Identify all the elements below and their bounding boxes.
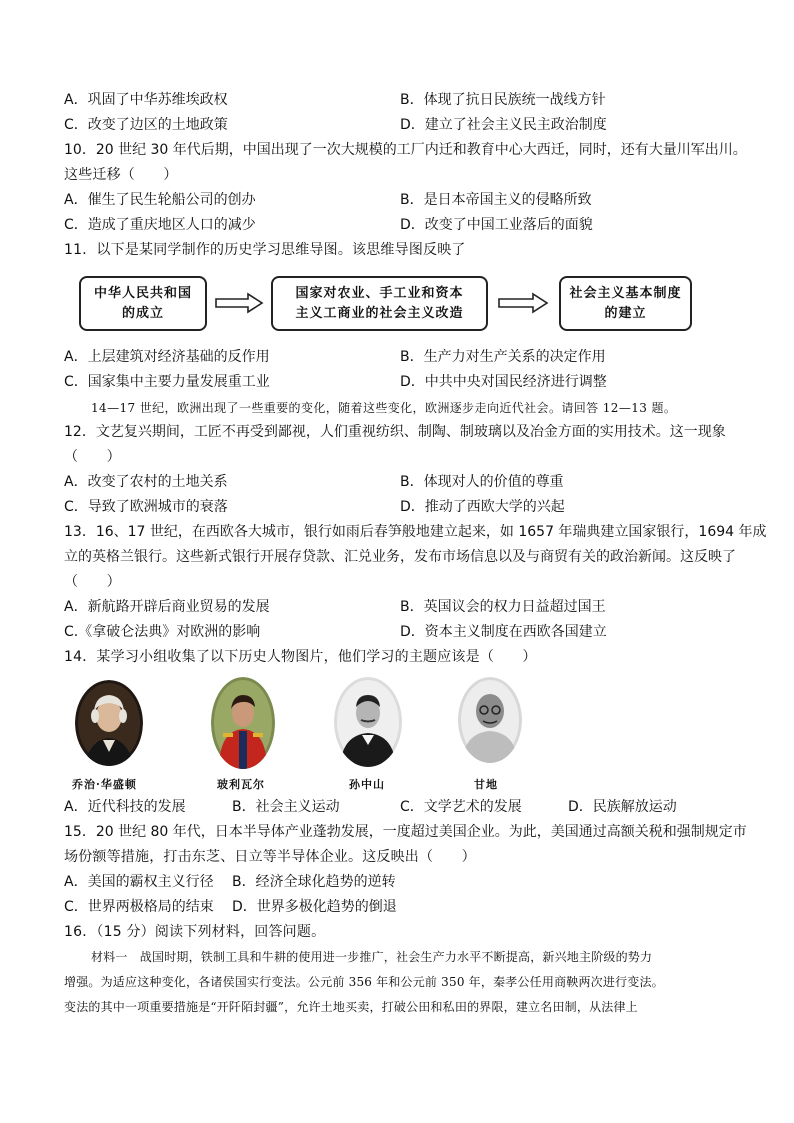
q13-option-d: D．资本主义制度在西欧各国建立 xyxy=(400,624,607,640)
bolivar-portrait xyxy=(211,677,275,769)
caption-bolivar: 玻利瓦尔 xyxy=(217,778,265,791)
q12-stem-cont: （ ） xyxy=(64,449,121,465)
q16-material-line2: 增强。为适应这种变化，各诸侯国实行变法。公元前 356 年和公元前 350 年，秦孝公任用商鞅两次进行变法。 xyxy=(64,975,664,989)
mindmap-box1-line2: 的成立 xyxy=(121,305,164,321)
q9-option-c: C．改变了边区的土地政策 xyxy=(64,117,228,133)
q14-option-d: D．民族解放运动 xyxy=(568,799,677,815)
q11-stem: 11．以下是某同学制作的历史学习思维导图。该思维导图反映了 xyxy=(64,242,466,258)
arrow-right-icon xyxy=(497,292,549,314)
q11-option-d: D．中共中央对国民经济进行调整 xyxy=(400,374,607,390)
q10-option-d: D．改变了中国工业落后的面貌 xyxy=(400,217,593,233)
q16-material-line1: 材料一 战国时期，铁制工具和牛耕的使用进一步推广，社会生产力水平不断提高，新兴地主阶级的势力 xyxy=(91,950,653,964)
mindmap-box2-line1: 国家对农业、手工业和资本 xyxy=(295,285,464,301)
q14-option-b: B．社会主义运动 xyxy=(232,799,340,815)
q12-option-d: D．推动了西欧大学的兴起 xyxy=(400,499,565,515)
q11-option-b: B．生产力对生产关系的决定作用 xyxy=(400,349,606,365)
washington-portrait xyxy=(75,680,143,766)
q16-material-line3: 变法的其中一项重要措施是“开阡陌封疆”，允许土地买卖，打破公田和私田的界限，建立名田制，从法律上 xyxy=(64,1000,638,1014)
mindmap-box-prc-founding xyxy=(79,276,207,331)
q10-option-c: C．造成了重庆地区人口的减少 xyxy=(64,217,256,233)
q15-stem: 15．20 世纪 80 年代，日本半导体产业蓬勃发展，一度超过美国企业。为此，美国通过高额关税和强制规定市 xyxy=(64,824,747,840)
q10-stem-cont: 这些迁移（ ） xyxy=(64,167,178,183)
q15-option-d: D．世界多极化趋势的倒退 xyxy=(232,899,397,915)
section-intro: 14—17 世纪，欧洲出现了一些重要的变化，随着这些变化，欧洲逐步走向近代社会。请回答 12—13 题。 xyxy=(91,401,677,415)
q14-option-a: A．近代科技的发展 xyxy=(64,799,186,815)
mindmap-box3-line2: 的建立 xyxy=(604,305,647,321)
q14-option-c: C．文学艺术的发展 xyxy=(400,799,522,815)
q15-option-c: C．世界两极格局的结束 xyxy=(64,899,214,915)
q13-stem-paren: （ ） xyxy=(64,574,121,590)
q13-stem: 13．16、17 世纪，在西欧各大城市，银行如雨后春笋般地建立起来，如 1657 年瑞典建立国家银行，1694 年成 xyxy=(64,524,767,540)
q13-option-c: C.《拿破仑法典》对欧洲的影响 xyxy=(64,624,261,640)
mindmap-box-socialist-transformation xyxy=(271,276,488,331)
q10-option-a: A．催生了民生轮船公司的创办 xyxy=(64,192,256,208)
mindmap-box-basic-system xyxy=(559,276,692,331)
q12-option-c: C．导致了欧洲城市的衰落 xyxy=(64,499,228,515)
q14-stem: 14．某学习小组收集了以下历史人物图片，他们学习的主题应该是（ ） xyxy=(64,649,537,665)
q15-option-b: B．经济全球化趋势的逆转 xyxy=(232,874,396,890)
q9-option-b: B．体现了抗日民族统一战线方针 xyxy=(400,92,606,108)
q12-option-a: A．改变了农村的土地关系 xyxy=(64,474,228,490)
q11-option-c: C．国家集中主要力量发展重工业 xyxy=(64,374,270,390)
q9-option-d: D．建立了社会主义民主政治制度 xyxy=(400,117,607,133)
q13-option-a: A．新航路开辟后商业贸易的发展 xyxy=(64,599,270,615)
q10-option-b: B．是日本帝国主义的侵略所致 xyxy=(400,192,592,208)
gandhi-portrait xyxy=(458,677,522,763)
sun-yat-sen-portrait xyxy=(334,677,402,767)
arrow-right-icon xyxy=(214,292,264,314)
q9-option-a: A．巩固了中华苏维埃政权 xyxy=(64,92,228,108)
caption-washington: 乔治·华盛顿 xyxy=(72,778,137,791)
q10-stem: 10．20 世纪 30 年代后期，中国出现了一次大规模的工厂内迁和教育中心大西迁，同时，还有大量川军出川。 xyxy=(64,142,747,158)
caption-sun-yat-sen: 孙中山 xyxy=(349,778,385,791)
caption-gandhi: 甘地 xyxy=(474,778,498,791)
q15-option-a: A．美国的霸权主义行径 xyxy=(64,874,214,890)
q16-stem: 16．（15 分）阅读下列材料，回答问题。 xyxy=(64,924,326,940)
q13-option-b: B．英国议会的权力日益超过国王 xyxy=(400,599,606,615)
q15-stem-cont: 场份额等措施，打击东芝、日立等半导体企业。这反映出（ ） xyxy=(64,849,476,865)
mindmap-box1-line1: 中华人民共和国 xyxy=(93,285,192,301)
mindmap-box3-line1: 社会主义基本制度 xyxy=(569,285,682,301)
mindmap-box2-line2: 主义工商业的社会主义改造 xyxy=(295,305,464,321)
q11-option-a: A．上层建筑对经济基础的反作用 xyxy=(64,349,270,365)
q12-stem: 12．文艺复兴期间，工匠不再受到鄙视，人们重视纺织、制陶、制玻璃以及冶金方面的实用技术。这一现象 xyxy=(64,424,726,440)
q13-stem-cont: 立的英格兰银行。这些新式银行开展存贷款、汇兑业务，发布市场信息以及与商贸有关的政治新闻。这反映了 xyxy=(64,549,736,565)
q12-option-b: B．体现对人的价值的尊重 xyxy=(400,474,564,490)
